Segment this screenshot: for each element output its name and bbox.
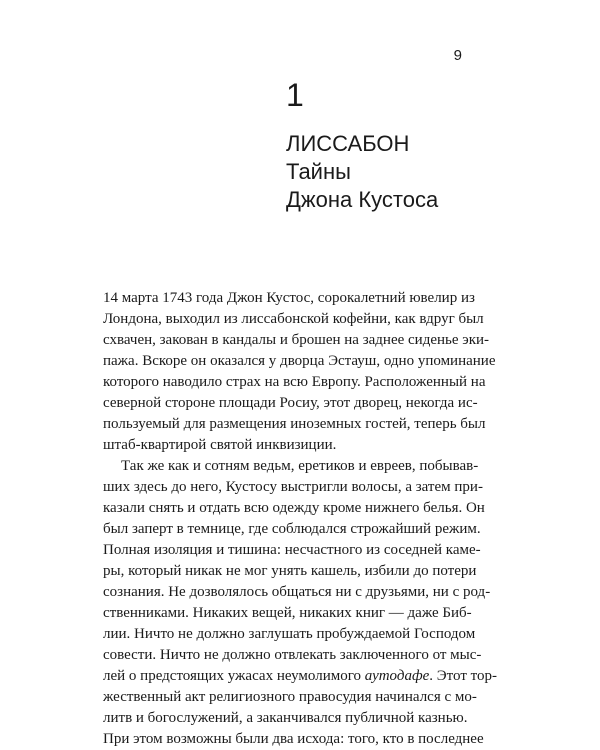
text-line: Полная изоляция и тишина: несчастного из соседней каме- — [103, 542, 481, 558]
page-number: 9 — [453, 47, 462, 64]
text-line: которого наводило страх на всю Европу. Расположенный на — [103, 374, 486, 390]
text-line: лии. Ничто не должно заглушать пробуждаемой Господом — [103, 626, 476, 642]
text-line: сознания. Не дозволялось общаться ни с друзьями, ни с род- — [103, 584, 491, 600]
chapter-number: 1 — [286, 77, 304, 113]
text-line — [103, 666, 497, 687]
text-line: северной стороне площади Росиу, этот дворец, некогда ис- — [103, 395, 478, 411]
text-segment: . Этот тор- — [429, 668, 497, 684]
text-line: 14 марта 1743 года Джон Кустос, сорокалетний ювелир из — [103, 290, 475, 306]
text-line: пажа. Вскоре он оказался у дворца Эстауш, одно упоминание — [103, 353, 496, 369]
text-line: Лондона, выходил из лиссабонской кофейни, как вдруг был — [103, 311, 484, 327]
text-line: схвачен, закован в кандалы и брошен на заднее сиденье эки- — [103, 332, 490, 348]
text-line: жественный акт религиозного правосудия начинался с мо- — [103, 689, 477, 705]
chapter-title-line-3: Джона Кустоса — [286, 187, 439, 212]
text-line: был заперт в темнице, где соблюдался строжайший режим. — [103, 521, 481, 537]
text-line: пользуемый для размещения иноземных гостей, теперь был — [103, 416, 486, 432]
text-line: Так же как и сотням ведьм, еретиков и евреев, побывав- — [121, 458, 479, 474]
text-line: ших здесь до него, Кустосу выстригли волосы, а затем при- — [103, 479, 483, 495]
chapter-title-city: ЛИССАБОН — [286, 131, 410, 156]
italic-term: аутодафе — [364, 668, 430, 684]
text-line: При этом возможны были два исхода: того, кто в последнее — [103, 731, 484, 747]
text-line: ры, который никак не мог унять кашель, избили до потери — [103, 563, 477, 579]
text-line: штаб-квартирой святой инквизиции. — [103, 437, 337, 453]
text-line: казали снять и отдать всю одежду кроме нижнего белья. Он — [103, 500, 485, 516]
text-segment: лей о предстоящих ужасах неумолимого — [103, 668, 365, 684]
text-line: совести. Ничто не должно отвлекать заключенного от мыс- — [103, 647, 482, 663]
chapter-title-line-2: Тайны — [286, 159, 351, 184]
text-line: литв и богослужений, а заканчивался публичной казнью. — [103, 710, 468, 726]
chapter-title — [286, 130, 438, 214]
text-line: ственниками. Никаких вещей, никаких книг — даже Биб- — [103, 605, 472, 621]
body-text — [103, 288, 497, 750]
